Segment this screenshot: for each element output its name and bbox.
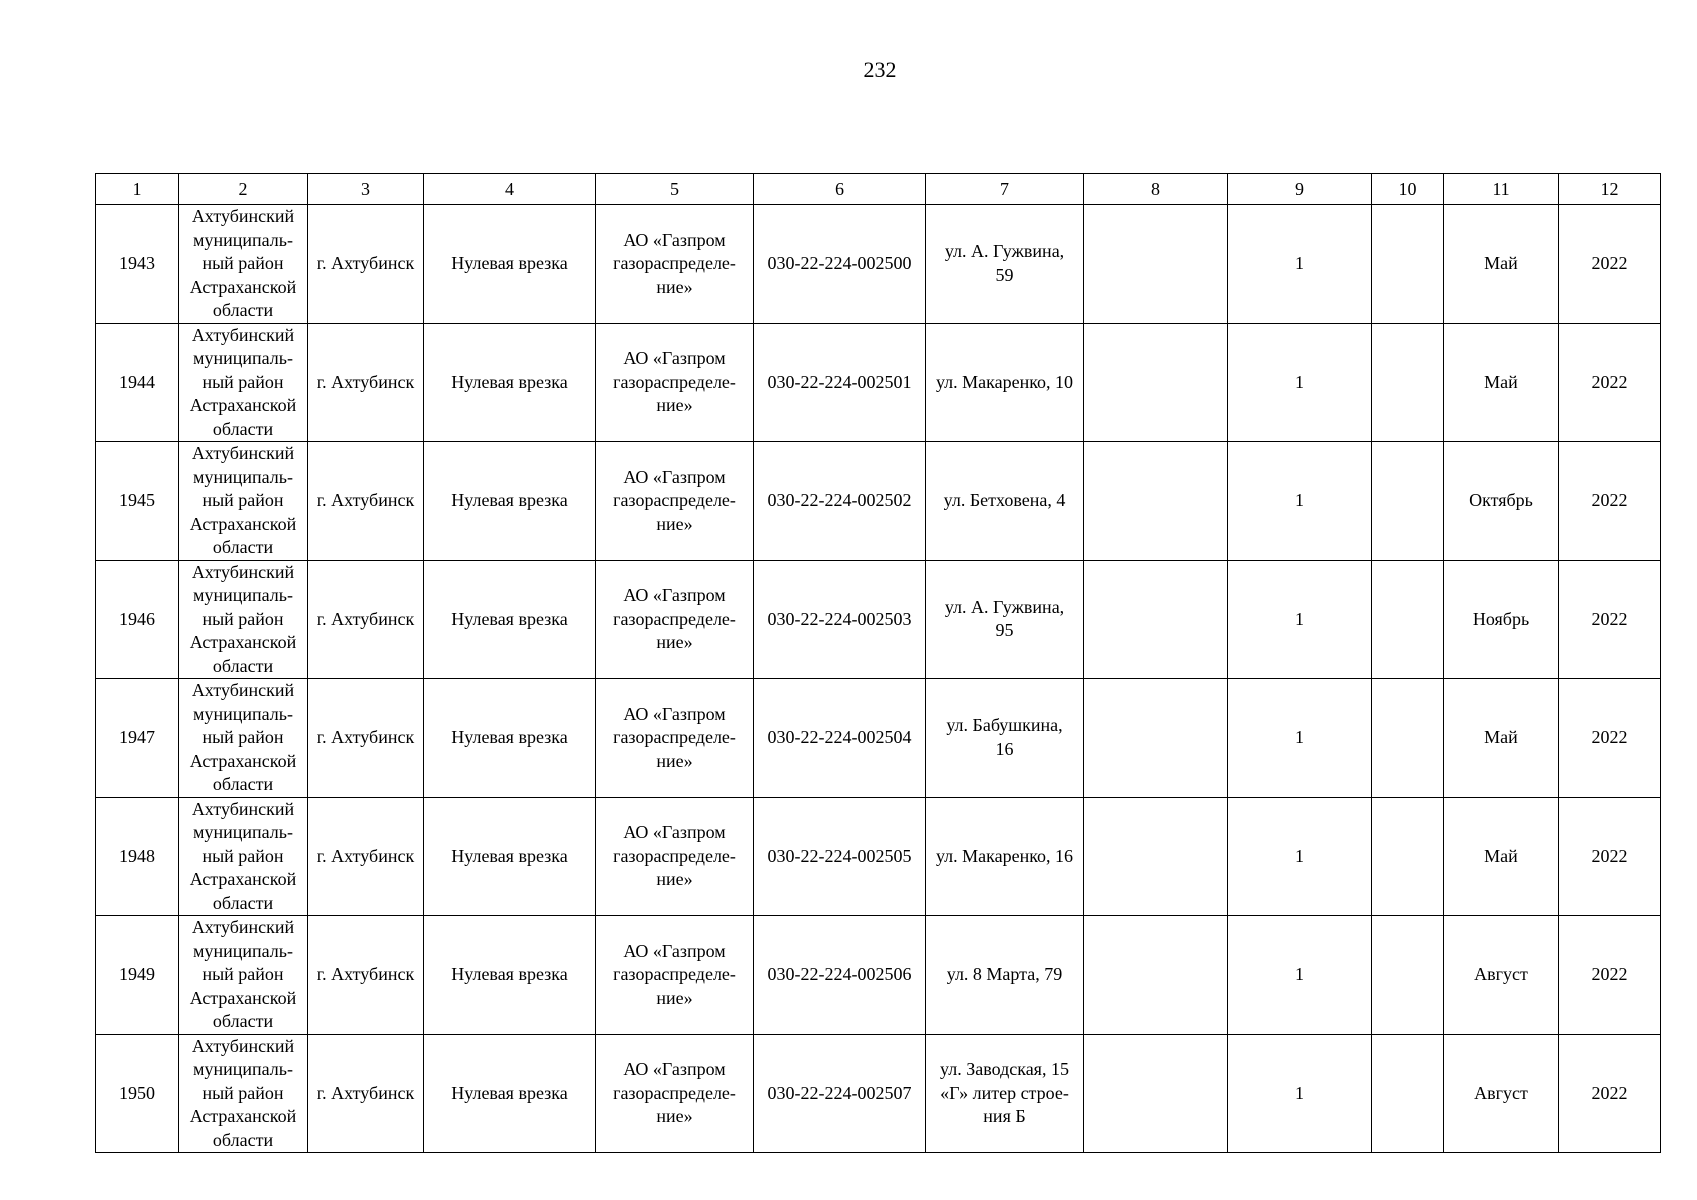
column-10-cell	[1372, 797, 1444, 916]
column-header-2: 2	[179, 174, 308, 205]
work-type-cell: Нулевая врезка	[424, 916, 596, 1035]
month-cell: Ноябрь	[1444, 560, 1559, 679]
count-cell: 1	[1228, 323, 1372, 442]
column-10-cell	[1372, 442, 1444, 561]
address-cell: ул. 8 Марта, 79	[926, 916, 1084, 1035]
year-cell: 2022	[1559, 679, 1661, 798]
column-10-cell	[1372, 560, 1444, 679]
work-type-cell: Нулевая врезка	[424, 1034, 596, 1153]
city-cell: г. Ахтубинск	[308, 1034, 424, 1153]
district-cell: Ахтубинский муниципаль- ный район Астраханской области	[179, 916, 308, 1035]
column-header-8: 8	[1084, 174, 1228, 205]
count-cell: 1	[1228, 560, 1372, 679]
organization-cell: АО «Газпром газораспределе- ние»	[596, 442, 754, 561]
column-10-cell	[1372, 1034, 1444, 1153]
column-header-4: 4	[424, 174, 596, 205]
table-row	[96, 323, 1661, 442]
column-header-1: 1	[96, 174, 179, 205]
district-cell: Ахтубинский муниципаль- ный район Астраханской области	[179, 560, 308, 679]
work-type-cell: Нулевая врезка	[424, 323, 596, 442]
row-number: 1945	[96, 442, 179, 561]
table-row	[96, 797, 1661, 916]
city-cell: г. Ахтубинск	[308, 442, 424, 561]
column-10-cell	[1372, 679, 1444, 798]
year-cell: 2022	[1559, 1034, 1661, 1153]
year-cell: 2022	[1559, 323, 1661, 442]
column-header-5: 5	[596, 174, 754, 205]
column-header-12: 12	[1559, 174, 1661, 205]
year-cell: 2022	[1559, 916, 1661, 1035]
row-number: 1946	[96, 560, 179, 679]
year-cell: 2022	[1559, 205, 1661, 324]
object-code-cell: 030-22-224-002500	[754, 205, 926, 324]
work-type-cell: Нулевая врезка	[424, 679, 596, 798]
column-10-cell	[1372, 205, 1444, 324]
column-8-cell	[1084, 323, 1228, 442]
column-header-9: 9	[1228, 174, 1372, 205]
city-cell: г. Ахтубинск	[308, 916, 424, 1035]
work-type-cell: Нулевая врезка	[424, 560, 596, 679]
organization-cell: АО «Газпром газораспределе- ние»	[596, 797, 754, 916]
object-code-cell: 030-22-224-002501	[754, 323, 926, 442]
work-type-cell: Нулевая врезка	[424, 442, 596, 561]
district-cell: Ахтубинский муниципаль- ный район Астраханской области	[179, 205, 308, 324]
column-10-cell	[1372, 916, 1444, 1035]
page-number: 232	[863, 57, 897, 82]
address-cell: ул. Макаренко, 10	[926, 323, 1084, 442]
registry-table	[95, 173, 1661, 1153]
row-number: 1950	[96, 1034, 179, 1153]
table-header	[96, 174, 1661, 205]
organization-cell: АО «Газпром газораспределе- ние»	[596, 916, 754, 1035]
district-cell: Ахтубинский муниципаль- ный район Астраханской области	[179, 797, 308, 916]
address-cell: ул. Бабушкина, 16	[926, 679, 1084, 798]
organization-cell: АО «Газпром газораспределе- ние»	[596, 1034, 754, 1153]
work-type-cell: Нулевая врезка	[424, 205, 596, 324]
district-cell: Ахтубинский муниципаль- ный район Астраханской области	[179, 679, 308, 798]
column-8-cell	[1084, 797, 1228, 916]
column-8-cell	[1084, 442, 1228, 561]
address-cell: ул. А. Гужвина, 95	[926, 560, 1084, 679]
organization-cell: АО «Газпром газораспределе- ние»	[596, 560, 754, 679]
month-cell: Май	[1444, 205, 1559, 324]
row-number: 1948	[96, 797, 179, 916]
month-cell: Май	[1444, 797, 1559, 916]
header-row	[96, 174, 1661, 205]
count-cell: 1	[1228, 797, 1372, 916]
month-cell: Май	[1444, 679, 1559, 798]
column-header-3: 3	[308, 174, 424, 205]
object-code-cell: 030-22-224-002504	[754, 679, 926, 798]
address-cell: ул. Макаренко, 16	[926, 797, 1084, 916]
count-cell: 1	[1228, 442, 1372, 561]
object-code-cell: 030-22-224-002505	[754, 797, 926, 916]
year-cell: 2022	[1559, 560, 1661, 679]
column-header-11: 11	[1444, 174, 1559, 205]
row-number: 1949	[96, 916, 179, 1035]
year-cell: 2022	[1559, 442, 1661, 561]
month-cell: Август	[1444, 1034, 1559, 1153]
table-row	[96, 1034, 1661, 1153]
organization-cell: АО «Газпром газораспределе- ние»	[596, 323, 754, 442]
month-cell: Октябрь	[1444, 442, 1559, 561]
district-cell: Ахтубинский муниципаль- ный район Астраханской области	[179, 1034, 308, 1153]
work-type-cell: Нулевая врезка	[424, 797, 596, 916]
table-row	[96, 679, 1661, 798]
object-code-cell: 030-22-224-002502	[754, 442, 926, 561]
column-header-10: 10	[1372, 174, 1444, 205]
city-cell: г. Ахтубинск	[308, 205, 424, 324]
row-number: 1947	[96, 679, 179, 798]
address-cell: ул. А. Гужвина, 59	[926, 205, 1084, 324]
table-row	[96, 205, 1661, 324]
city-cell: г. Ахтубинск	[308, 797, 424, 916]
district-cell: Ахтубинский муниципаль- ный район Астраханской области	[179, 323, 308, 442]
table-row	[96, 560, 1661, 679]
address-cell: ул. Бетховена, 4	[926, 442, 1084, 561]
count-cell: 1	[1228, 679, 1372, 798]
organization-cell: АО «Газпром газораспределе- ние»	[596, 679, 754, 798]
object-code-cell: 030-22-224-002506	[754, 916, 926, 1035]
count-cell: 1	[1228, 205, 1372, 324]
table-row	[96, 442, 1661, 561]
address-cell: ул. Заводская, 15 «Г» литер строе- ния Б	[926, 1034, 1084, 1153]
column-header-7: 7	[926, 174, 1084, 205]
row-number: 1944	[96, 323, 179, 442]
table-body	[96, 205, 1661, 1153]
year-cell: 2022	[1559, 797, 1661, 916]
month-cell: Август	[1444, 916, 1559, 1035]
column-8-cell	[1084, 916, 1228, 1035]
column-8-cell	[1084, 1034, 1228, 1153]
district-cell: Ахтубинский муниципаль- ный район Астраханской области	[179, 442, 308, 561]
object-code-cell: 030-22-224-002507	[754, 1034, 926, 1153]
count-cell: 1	[1228, 916, 1372, 1035]
table-row	[96, 916, 1661, 1035]
column-8-cell	[1084, 679, 1228, 798]
column-10-cell	[1372, 323, 1444, 442]
month-cell: Май	[1444, 323, 1559, 442]
city-cell: г. Ахтубинск	[308, 323, 424, 442]
row-number: 1943	[96, 205, 179, 324]
column-8-cell	[1084, 560, 1228, 679]
object-code-cell: 030-22-224-002503	[754, 560, 926, 679]
organization-cell: АО «Газпром газораспределе- ние»	[596, 205, 754, 324]
city-cell: г. Ахтубинск	[308, 679, 424, 798]
city-cell: г. Ахтубинск	[308, 560, 424, 679]
column-8-cell	[1084, 205, 1228, 324]
column-header-6: 6	[754, 174, 926, 205]
count-cell: 1	[1228, 1034, 1372, 1153]
